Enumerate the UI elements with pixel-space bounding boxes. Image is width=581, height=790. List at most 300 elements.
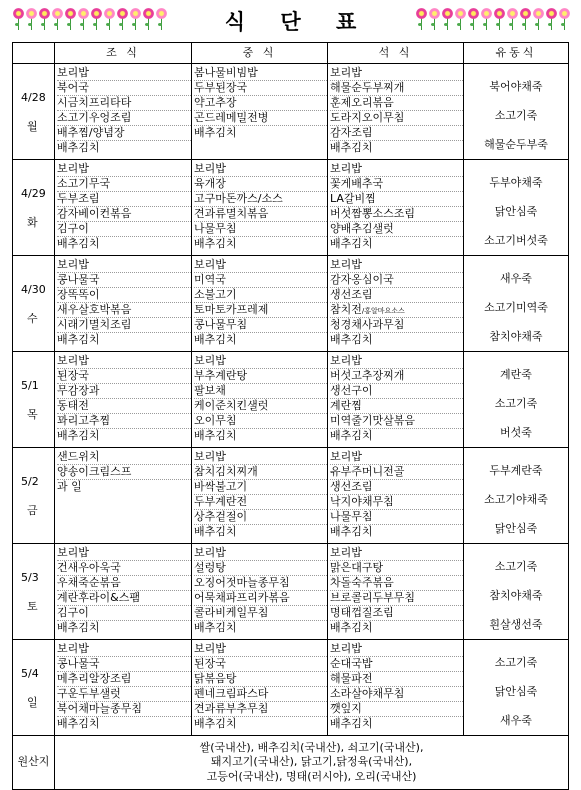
breakfast-item-text: 북어국 bbox=[57, 81, 89, 94]
breakfast-item-text: 배추김치 bbox=[57, 141, 100, 154]
lunch-item-text: 부추계란탕 bbox=[194, 369, 248, 382]
lunch-item-text: 보리밥 bbox=[194, 162, 226, 175]
dinner-item-text: 청경채사과무침 bbox=[330, 318, 405, 331]
dinner-item-text: 배추김치 bbox=[330, 717, 373, 730]
flower-icon bbox=[480, 6, 493, 32]
lunch-cell bbox=[192, 640, 328, 736]
breakfast-item-text: 콩나물국 bbox=[57, 273, 100, 286]
lunch-item bbox=[194, 273, 327, 288]
lunch-item-text: 견과류부추무침 bbox=[194, 702, 269, 715]
dinner-item-text: 차돌숙주볶음 bbox=[330, 576, 394, 589]
lunch-item bbox=[194, 96, 327, 111]
breakfast-item bbox=[57, 465, 191, 480]
flower-decoration-right bbox=[415, 6, 571, 32]
lunch-item bbox=[194, 369, 327, 384]
breakfast-item-text: 보리밥 bbox=[57, 66, 89, 79]
flower-icon bbox=[415, 6, 428, 32]
day-cell bbox=[13, 160, 55, 256]
baby-food-item: 소고기죽 bbox=[494, 656, 538, 669]
breakfast-item bbox=[57, 258, 191, 273]
dinner-item bbox=[330, 207, 463, 222]
breakfast-item-text: 보리밥 bbox=[57, 546, 89, 559]
breakfast-cell bbox=[55, 448, 192, 544]
dinner-item-text: 배추김치 bbox=[330, 333, 373, 346]
breakfast-item-text: 계란후라이&스팸 bbox=[57, 591, 140, 604]
flower-icon bbox=[493, 6, 506, 32]
lunch-item-text: 보리밥 bbox=[194, 354, 226, 367]
day-cell bbox=[13, 544, 55, 640]
dinner-item-text: 버섯짬뽕소스조림 bbox=[330, 207, 416, 220]
day-row bbox=[13, 352, 569, 448]
lunch-item-text: 어묵채파프리카볶음 bbox=[194, 591, 290, 604]
lunch-item bbox=[194, 561, 327, 576]
day-date: 5/4 bbox=[21, 666, 39, 680]
baby-food-cell bbox=[464, 640, 569, 736]
dinner-item-text: 배추김치 bbox=[330, 429, 373, 442]
breakfast-item bbox=[57, 561, 191, 576]
dinner-item bbox=[330, 354, 463, 369]
breakfast-item-text: 메추리알장조림 bbox=[57, 672, 132, 685]
breakfast-item bbox=[57, 318, 191, 333]
dinner-cell bbox=[328, 256, 464, 352]
dinner-item-text: 생선구이 bbox=[330, 384, 373, 397]
dinner-item bbox=[330, 273, 463, 288]
dinner-item bbox=[330, 561, 463, 576]
lunch-item bbox=[194, 495, 327, 510]
breakfast-item bbox=[57, 333, 191, 347]
dinner-item-text: LA갈비찜 bbox=[330, 192, 376, 205]
dinner-item-text: 감자조림 bbox=[330, 126, 373, 139]
lunch-item bbox=[194, 66, 327, 81]
baby-food-item: 소고기버섯죽 bbox=[484, 234, 548, 247]
lunch-item bbox=[194, 111, 327, 126]
origin-text bbox=[55, 736, 569, 790]
day-row bbox=[13, 448, 569, 544]
lunch-cell bbox=[192, 352, 328, 448]
day-row bbox=[13, 544, 569, 640]
breakfast-cell bbox=[55, 256, 192, 352]
dinner-item bbox=[330, 162, 463, 177]
breakfast-item-text: 김구이 bbox=[57, 222, 89, 235]
dinner-item bbox=[330, 450, 463, 465]
dinner-item bbox=[330, 384, 463, 399]
lunch-item bbox=[194, 621, 327, 635]
origin-line: 쌀(국내산), 배추김치(국내산), 쇠고기(국내산), bbox=[199, 740, 424, 754]
lunch-item-text: 배추김치 bbox=[194, 237, 237, 250]
baby-food-cell bbox=[464, 160, 569, 256]
day-row bbox=[13, 640, 569, 736]
dinner-item bbox=[330, 429, 463, 443]
lunch-item bbox=[194, 606, 327, 621]
lunch-item bbox=[194, 657, 327, 672]
breakfast-item bbox=[57, 672, 191, 687]
breakfast-cell bbox=[55, 160, 192, 256]
dinner-item bbox=[330, 414, 463, 429]
flower-icon bbox=[545, 6, 558, 32]
day-row bbox=[13, 256, 569, 352]
day-date: 4/30 bbox=[21, 282, 46, 296]
lunch-item-text: 케이준치킨샐럿 bbox=[194, 399, 269, 412]
breakfast-item bbox=[57, 126, 191, 141]
flower-icon bbox=[441, 6, 454, 32]
breakfast-cell bbox=[55, 352, 192, 448]
lunch-item bbox=[194, 354, 327, 369]
dinner-item-text: 배추김치 bbox=[330, 141, 373, 154]
lunch-cell bbox=[192, 448, 328, 544]
baby-food-cell bbox=[464, 256, 569, 352]
dinner-item bbox=[330, 288, 463, 303]
baby-food-item: 닭안심죽 bbox=[494, 685, 538, 698]
baby-food-item: 참치야채죽 bbox=[489, 589, 543, 602]
breakfast-cell bbox=[55, 64, 192, 160]
dinner-item bbox=[330, 495, 463, 510]
breakfast-item-text: 두부조림 bbox=[57, 192, 100, 205]
dinner-item-text: 감자옹심이국 bbox=[330, 273, 394, 286]
breakfast-item bbox=[57, 657, 191, 672]
baby-food-item: 새우죽 bbox=[500, 714, 532, 727]
day-date: 4/29 bbox=[21, 186, 46, 200]
dinner-item bbox=[330, 81, 463, 96]
breakfast-item-text: 배추김치 bbox=[57, 237, 100, 250]
dinner-item bbox=[330, 192, 463, 207]
breakfast-item-text: 배추김치 bbox=[57, 333, 100, 346]
header-baby-food: 유동식 bbox=[464, 43, 569, 64]
breakfast-item bbox=[57, 96, 191, 111]
day-weekday: 일 bbox=[27, 695, 38, 709]
baby-food-cell bbox=[464, 544, 569, 640]
dinner-item-text: 보리밥 bbox=[330, 258, 362, 271]
lunch-item-text: 보리밥 bbox=[194, 258, 226, 271]
lunch-item bbox=[194, 510, 327, 525]
day-cell bbox=[13, 352, 55, 448]
dinner-item-note: /홍알마요소스 bbox=[361, 307, 405, 315]
lunch-item-text: 배추김치 bbox=[194, 126, 237, 139]
breakfast-item bbox=[57, 642, 191, 657]
day-date: 5/1 bbox=[21, 378, 39, 392]
dinner-item-text: 보리밥 bbox=[330, 66, 362, 79]
dinner-item bbox=[330, 177, 463, 192]
day-cell bbox=[13, 448, 55, 544]
lunch-item-text: 두부계란전 bbox=[194, 495, 248, 508]
lunch-item-text: 미역국 bbox=[194, 273, 226, 286]
dinner-item bbox=[330, 672, 463, 687]
dinner-item bbox=[330, 576, 463, 591]
lunch-item-text: 봄나물비빔밥 bbox=[194, 66, 258, 79]
lunch-item-text: 바싹불고기 bbox=[194, 480, 248, 493]
flower-icon bbox=[506, 6, 519, 32]
lunch-item-text: 오징어젓마늘종무침 bbox=[194, 576, 290, 589]
breakfast-item bbox=[57, 111, 191, 126]
breakfast-item-text: 보리밥 bbox=[57, 642, 89, 655]
lunch-item bbox=[194, 126, 327, 140]
dinner-item-text: 보리밥 bbox=[330, 642, 362, 655]
lunch-cell bbox=[192, 544, 328, 640]
breakfast-item bbox=[57, 81, 191, 96]
breakfast-item-text: 동태전 bbox=[57, 399, 89, 412]
dinner-item bbox=[330, 606, 463, 621]
dinner-cell bbox=[328, 352, 464, 448]
breakfast-item bbox=[57, 141, 191, 155]
breakfast-item-text: 양송이크림스프 bbox=[57, 465, 132, 478]
lunch-item bbox=[194, 207, 327, 222]
lunch-item-text: 보리밥 bbox=[194, 642, 226, 655]
day-date: 5/3 bbox=[21, 570, 39, 584]
table-header-row bbox=[13, 43, 569, 64]
breakfast-item bbox=[57, 702, 191, 717]
day-cell bbox=[13, 256, 55, 352]
dinner-item bbox=[330, 717, 463, 731]
origin-row bbox=[13, 736, 569, 790]
dinner-item-text: 미역줄기맛살볶음 bbox=[330, 414, 416, 427]
breakfast-item-text: 배추김치 bbox=[57, 717, 100, 730]
breakfast-item bbox=[57, 480, 191, 494]
breakfast-item bbox=[57, 162, 191, 177]
baby-food-item: 버섯죽 bbox=[500, 426, 532, 439]
dinner-item bbox=[330, 702, 463, 717]
lunch-item-text: 팔보채 bbox=[194, 384, 226, 397]
dinner-item-text: 해물파전 bbox=[330, 672, 373, 685]
page-title: 식 단 표 bbox=[224, 10, 371, 34]
dinner-cell bbox=[328, 448, 464, 544]
dinner-item-text: 보리밥 bbox=[330, 162, 362, 175]
baby-food-item: 닭안심죽 bbox=[494, 205, 538, 218]
breakfast-item bbox=[57, 273, 191, 288]
lunch-item bbox=[194, 672, 327, 687]
dinner-item-text: 보리밥 bbox=[330, 354, 362, 367]
lunch-item-text: 배추김치 bbox=[194, 429, 237, 442]
origin-label: 원산지 bbox=[13, 736, 55, 790]
breakfast-item bbox=[57, 606, 191, 621]
breakfast-item-text: 보리밥 bbox=[57, 258, 89, 271]
breakfast-item-text: 콩나물국 bbox=[57, 657, 100, 670]
lunch-item-text: 콜라비케일무침 bbox=[194, 606, 269, 619]
dinner-item bbox=[330, 96, 463, 111]
dinner-item bbox=[330, 621, 463, 635]
dinner-item bbox=[330, 237, 463, 251]
lunch-item bbox=[194, 576, 327, 591]
lunch-item-text: 펜네크림파스타 bbox=[194, 687, 269, 700]
lunch-item bbox=[194, 288, 327, 303]
day-cell bbox=[13, 640, 55, 736]
lunch-item bbox=[194, 717, 327, 731]
lunch-item-text: 나물무침 bbox=[194, 222, 237, 235]
flower-icon bbox=[519, 6, 532, 32]
dinner-item-text: 낙지야채무침 bbox=[330, 495, 394, 508]
baby-food-item: 소고기야채죽 bbox=[484, 493, 548, 506]
dinner-item-text: 생선조림 bbox=[330, 480, 373, 493]
breakfast-item-text: 북어채마늘종무침 bbox=[57, 702, 143, 715]
lunch-item bbox=[194, 222, 327, 237]
breakfast-item bbox=[57, 207, 191, 222]
breakfast-item bbox=[57, 222, 191, 237]
lunch-item bbox=[194, 414, 327, 429]
dinner-item-text: 명태껍질조림 bbox=[330, 606, 394, 619]
dinner-item bbox=[330, 465, 463, 480]
dinner-item bbox=[330, 303, 463, 318]
lunch-item bbox=[194, 525, 327, 539]
baby-food-item: 참치야채죽 bbox=[489, 330, 543, 343]
dinner-item bbox=[330, 687, 463, 702]
lunch-item-text: 소불고기 bbox=[194, 288, 237, 301]
dinner-item-text: 도라지오이무침 bbox=[330, 111, 405, 124]
dinner-item-text: 유부주머니전골 bbox=[330, 465, 405, 478]
dinner-item-text: 소라살야채무침 bbox=[330, 687, 405, 700]
flower-icon bbox=[558, 6, 571, 32]
day-weekday: 화 bbox=[27, 215, 38, 229]
breakfast-item-text: 건새우아욱국 bbox=[57, 561, 121, 574]
dinner-item bbox=[330, 480, 463, 495]
dinner-item-text: 나물무침 bbox=[330, 510, 373, 523]
lunch-item bbox=[194, 162, 327, 177]
baby-food-item: 소고기죽 bbox=[494, 397, 538, 410]
flower-icon bbox=[532, 6, 545, 32]
dinner-item bbox=[330, 111, 463, 126]
lunch-item-text: 된장국 bbox=[194, 657, 226, 670]
breakfast-item-text: 배추김치 bbox=[57, 429, 100, 442]
lunch-item-text: 콩나물무침 bbox=[194, 318, 248, 331]
dinner-item-text: 생선조림 bbox=[330, 288, 373, 301]
dinner-item bbox=[330, 591, 463, 606]
baby-food-item: 흰살생선죽 bbox=[489, 618, 543, 631]
origin-line: 돼지고기(국내산), 닭고기,닭정육(국내산), bbox=[210, 755, 413, 769]
lunch-item-text: 오이무침 bbox=[194, 414, 237, 427]
lunch-cell bbox=[192, 64, 328, 160]
lunch-item-text: 보리밥 bbox=[194, 546, 226, 559]
baby-food-item: 북어야채죽 bbox=[489, 80, 543, 93]
lunch-item-text: 두부된장국 bbox=[194, 81, 248, 94]
baby-food-item: 소고기미역죽 bbox=[484, 301, 548, 314]
lunch-item bbox=[194, 450, 327, 465]
dinner-item-text: 보리밥 bbox=[330, 450, 362, 463]
breakfast-item-text: 시금치프리타타 bbox=[57, 96, 132, 109]
lunch-item-text: 곤드레메밀전병 bbox=[194, 111, 269, 124]
lunch-item bbox=[194, 399, 327, 414]
baby-food-item: 닭안심죽 bbox=[494, 522, 538, 535]
day-weekday: 수 bbox=[27, 311, 38, 325]
lunch-item bbox=[194, 465, 327, 480]
breakfast-item-text: 새우살호박볶음 bbox=[57, 303, 132, 316]
header-lunch: 중 식 bbox=[192, 43, 328, 64]
dinner-item bbox=[330, 222, 463, 237]
breakfast-item bbox=[57, 369, 191, 384]
baby-food-item: 소고기죽 bbox=[494, 109, 538, 122]
lunch-item bbox=[194, 81, 327, 96]
breakfast-item-text: 감자베이컨볶음 bbox=[57, 207, 132, 220]
flower-icon bbox=[454, 6, 467, 32]
baby-food-item: 해물순두부죽 bbox=[484, 138, 548, 151]
dinner-item bbox=[330, 510, 463, 525]
lunch-item-text: 배추김치 bbox=[194, 333, 237, 346]
breakfast-item bbox=[57, 399, 191, 414]
dinner-item bbox=[330, 258, 463, 273]
breakfast-item-text: 된장국 bbox=[57, 369, 89, 382]
dinner-item-text: 배추김치 bbox=[330, 621, 373, 634]
origin-line: 고등어(국내산), 명태(러시아), 오리(국내산) bbox=[206, 769, 417, 783]
flower-icon bbox=[428, 6, 441, 32]
lunch-item bbox=[194, 480, 327, 495]
breakfast-cell bbox=[55, 544, 192, 640]
breakfast-item-text: 과 일 bbox=[57, 480, 82, 493]
lunch-item-text: 참치김치찌개 bbox=[194, 465, 258, 478]
lunch-item bbox=[194, 333, 327, 347]
dinner-item bbox=[330, 126, 463, 141]
flower-icon bbox=[467, 6, 480, 32]
lunch-item-text: 견과류멸치볶음 bbox=[194, 207, 269, 220]
day-cell bbox=[13, 64, 55, 160]
breakfast-item-text: 김구이 bbox=[57, 606, 89, 619]
breakfast-item bbox=[57, 591, 191, 606]
lunch-cell bbox=[192, 160, 328, 256]
baby-food-item: 계란죽 bbox=[500, 368, 532, 381]
breakfast-item bbox=[57, 546, 191, 561]
day-row bbox=[13, 64, 569, 160]
breakfast-item bbox=[57, 414, 191, 429]
breakfast-item-text: 보리밥 bbox=[57, 162, 89, 175]
header-day bbox=[13, 43, 55, 64]
dinner-item-text: 배추김치 bbox=[330, 525, 373, 538]
breakfast-cell bbox=[55, 640, 192, 736]
breakfast-item bbox=[57, 237, 191, 251]
lunch-item bbox=[194, 237, 327, 251]
dinner-item-text: 보리밥 bbox=[330, 546, 362, 559]
dinner-item-text: 맑은대구탕 bbox=[330, 561, 384, 574]
dinner-item bbox=[330, 318, 463, 333]
lunch-item bbox=[194, 177, 327, 192]
dinner-item-text: 브로콜리두부무침 bbox=[330, 591, 416, 604]
lunch-item bbox=[194, 258, 327, 273]
lunch-item-text: 설렁탕 bbox=[194, 561, 226, 574]
baby-food-cell bbox=[464, 448, 569, 544]
lunch-cell bbox=[192, 256, 328, 352]
meal-schedule-table bbox=[12, 42, 569, 790]
header-dinner: 석 식 bbox=[328, 43, 464, 64]
breakfast-item-text: 소고기무국 bbox=[57, 177, 111, 190]
lunch-item-text: 배추김치 bbox=[194, 717, 237, 730]
dinner-item bbox=[330, 333, 463, 347]
lunch-item bbox=[194, 591, 327, 606]
dinner-item bbox=[330, 642, 463, 657]
breakfast-item bbox=[57, 288, 191, 303]
breakfast-item-text: 꽈리고추찜 bbox=[57, 414, 111, 427]
dinner-item-text: 깻잎지 bbox=[330, 702, 362, 715]
breakfast-item-text: 보리밥 bbox=[57, 354, 89, 367]
lunch-item-text: 닭볶음탕 bbox=[194, 672, 237, 685]
lunch-item-text: 약고추장 bbox=[194, 96, 237, 109]
breakfast-item-text: 소고기우엉조림 bbox=[57, 111, 132, 124]
dinner-item bbox=[330, 657, 463, 672]
dinner-cell bbox=[328, 544, 464, 640]
lunch-item bbox=[194, 687, 327, 702]
dinner-item-text: 버섯고추장찌개 bbox=[330, 369, 405, 382]
breakfast-item bbox=[57, 66, 191, 81]
lunch-item bbox=[194, 642, 327, 657]
dinner-cell bbox=[328, 64, 464, 160]
lunch-item bbox=[194, 192, 327, 207]
breakfast-item bbox=[57, 192, 191, 207]
day-weekday: 목 bbox=[27, 407, 38, 421]
lunch-item bbox=[194, 546, 327, 561]
breakfast-item-text: 배추찜/양념장 bbox=[57, 126, 125, 139]
baby-food-item: 새우죽 bbox=[500, 272, 532, 285]
day-date: 4/28 bbox=[21, 90, 46, 104]
dinner-item bbox=[330, 546, 463, 561]
day-date: 5/2 bbox=[21, 474, 39, 488]
breakfast-item bbox=[57, 576, 191, 591]
breakfast-item bbox=[57, 621, 191, 635]
breakfast-item-text: 샌드위치 bbox=[57, 450, 100, 463]
baby-food-cell bbox=[464, 64, 569, 160]
breakfast-item-text: 장똑똑이 bbox=[57, 288, 100, 301]
